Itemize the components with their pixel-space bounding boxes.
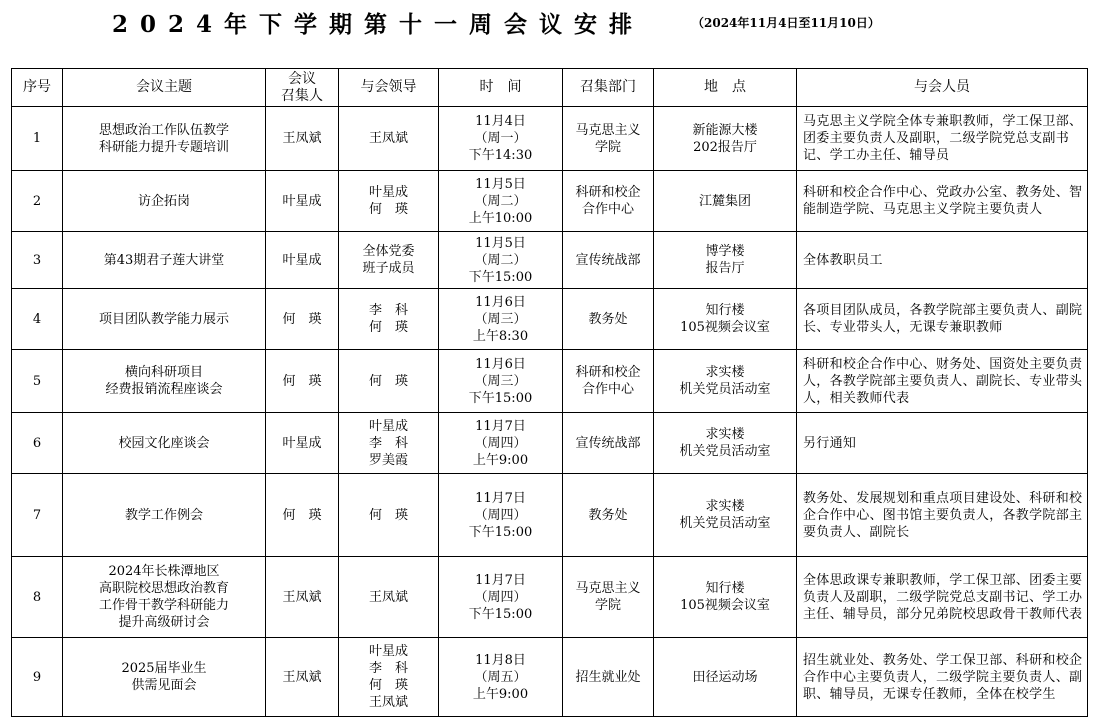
row-number: 5 <box>12 350 63 413</box>
meeting-topic: 访企拓岗 <box>63 171 266 232</box>
organizing-dept: 马克思主义 学院 <box>563 557 654 638</box>
title-row <box>0 6 1097 40</box>
attendees: 科研和校企合作中心、财务处、国资处主要负责人，各教学院部主要负责人、副院长、专业带头人，相关教师代表 <box>797 350 1088 413</box>
col-header-leaders: 与会领导 <box>339 69 439 107</box>
table-row <box>12 171 1088 232</box>
meeting-topic: 思想政治工作队伍教学 科研能力提升专题培训 <box>63 107 266 171</box>
meeting-topic: 校园文化座谈会 <box>63 413 266 474</box>
convener: 何 瑛 <box>266 289 339 350</box>
leaders: 李 科 何 瑛 <box>339 289 439 350</box>
attendees: 另行通知 <box>797 413 1088 474</box>
meeting-place: 求实楼 机关党员活动室 <box>654 413 797 474</box>
meeting-time: 11月5日 （周二） 下午15:00 <box>439 232 563 289</box>
meeting-time: 11月7日 （周四） 下午15:00 <box>439 474 563 557</box>
convener: 王凤斌 <box>266 107 339 171</box>
row-number: 6 <box>12 413 63 474</box>
leaders: 叶星成 李 科 何 瑛 王凤斌 <box>339 638 439 717</box>
attendees: 全体思政课专兼职教师，学工保卫部、团委主要负责人及副职，二级学院党总支副书记、学工办主任、辅导员，部分兄弟院校思政骨干教师代表 <box>797 557 1088 638</box>
leaders: 王凤斌 <box>339 557 439 638</box>
meeting-topic: 2024年长株潭地区 高职院校思想政治教育 工作骨干教学科研能力 提升高级研讨会 <box>63 557 266 638</box>
meeting-place: 江麓集团 <box>654 171 797 232</box>
leaders: 何 瑛 <box>339 474 439 557</box>
meeting-place: 求实楼 机关党员活动室 <box>654 350 797 413</box>
table-row <box>12 350 1088 413</box>
convener: 王凤斌 <box>266 557 339 638</box>
leaders: 全体党委 班子成员 <box>339 232 439 289</box>
table-row <box>12 107 1088 171</box>
meeting-topic: 教学工作例会 <box>63 474 266 557</box>
convener: 叶星成 <box>266 413 339 474</box>
meeting-time: 11月6日 （周三） 下午15:00 <box>439 350 563 413</box>
meeting-topic: 2025届毕业生 供需见面会 <box>63 638 266 717</box>
meeting-topic: 横向科研项目 经费报销流程座谈会 <box>63 350 266 413</box>
convener: 叶星成 <box>266 171 339 232</box>
attendees: 各项目团队成员，各教学院部主要负责人、副院长、专业带头人，无课专兼职教师 <box>797 289 1088 350</box>
meeting-time: 11月7日 （周四） 上午9:00 <box>439 413 563 474</box>
row-number: 2 <box>12 171 63 232</box>
table-row <box>12 232 1088 289</box>
col-header-place: 地 点 <box>654 69 797 107</box>
table-header-row <box>12 69 1088 107</box>
attendees: 教务处、发展规划和重点项目建设处、科研和校企合作中心、图书馆主要负责人，各教学院部主要负责人、副院长 <box>797 474 1088 557</box>
table-row <box>12 289 1088 350</box>
table-row <box>12 413 1088 474</box>
meeting-time: 11月7日 （周四） 下午15:00 <box>439 557 563 638</box>
meeting-place: 新能源大楼 202报告厅 <box>654 107 797 171</box>
meeting-topic: 第43期君子莲大讲堂 <box>63 232 266 289</box>
attendees: 马克思主义学院全体专兼职教师，学工保卫部、团委主要负责人及副职，二级学院党总支副书记、学工办主任、辅导员 <box>797 107 1088 171</box>
row-number: 1 <box>12 107 63 171</box>
organizing-dept: 招生就业处 <box>563 638 654 717</box>
col-header-attendees: 与会人员 <box>797 69 1088 107</box>
meeting-time: 11月4日 （周一） 下午14:30 <box>439 107 563 171</box>
attendees: 招生就业处、教务处、学工保卫部、科研和校企合作中心主要负责人，二级学院主要负责人、副职、辅导员，无课专任教师，全体在校学生 <box>797 638 1088 717</box>
convener: 叶星成 <box>266 232 339 289</box>
col-header-convener: 会议 召集人 <box>266 69 339 107</box>
meeting-place: 田径运动场 <box>654 638 797 717</box>
row-number: 3 <box>12 232 63 289</box>
meeting-place: 求实楼 机关党员活动室 <box>654 474 797 557</box>
table-row <box>12 638 1088 717</box>
convener: 王凤斌 <box>266 638 339 717</box>
meeting-place: 博学楼 报告厅 <box>654 232 797 289</box>
meeting-place: 知行楼 105视频会议室 <box>654 289 797 350</box>
organizing-dept: 科研和校企 合作中心 <box>563 350 654 413</box>
leaders: 叶星成 何 瑛 <box>339 171 439 232</box>
col-header-time: 时 间 <box>439 69 563 107</box>
leaders: 王凤斌 <box>339 107 439 171</box>
convener: 何 瑛 <box>266 474 339 557</box>
table-row <box>12 474 1088 557</box>
organizing-dept: 教务处 <box>563 474 654 557</box>
meeting-topic: 项目团队教学能力展示 <box>63 289 266 350</box>
attendees: 科研和校企合作中心、党政办公室、教务处、智能制造学院、马克思主义学院主要负责人 <box>797 171 1088 232</box>
row-number: 8 <box>12 557 63 638</box>
col-header-topic: 会议主题 <box>63 69 266 107</box>
meeting-time: 11月5日 （周二） 上午10:00 <box>439 171 563 232</box>
convener: 何 瑛 <box>266 350 339 413</box>
row-number: 7 <box>12 474 63 557</box>
organizing-dept: 宣传统战部 <box>563 232 654 289</box>
page-title: 2024年下学期第十一周会议安排 <box>112 11 645 38</box>
col-header-dept: 召集部门 <box>563 69 654 107</box>
attendees: 全体教职员工 <box>797 232 1088 289</box>
organizing-dept: 教务处 <box>563 289 654 350</box>
organizing-dept: 马克思主义 学院 <box>563 107 654 171</box>
meeting-time: 11月6日 （周三） 上午8:30 <box>439 289 563 350</box>
meeting-place: 知行楼 105视频会议室 <box>654 557 797 638</box>
row-number: 4 <box>12 289 63 350</box>
organizing-dept: 科研和校企 合作中心 <box>563 171 654 232</box>
row-number: 9 <box>12 638 63 717</box>
date-range: （2024年11月4日至11月10日） <box>692 16 880 30</box>
leaders: 叶星成 李 科 罗美霞 <box>339 413 439 474</box>
schedule-table <box>11 68 1088 717</box>
leaders: 何 瑛 <box>339 350 439 413</box>
meeting-time: 11月8日 （周五） 上午9:00 <box>439 638 563 717</box>
organizing-dept: 宣传统战部 <box>563 413 654 474</box>
table-row <box>12 557 1088 638</box>
col-header-no: 序号 <box>12 69 63 107</box>
